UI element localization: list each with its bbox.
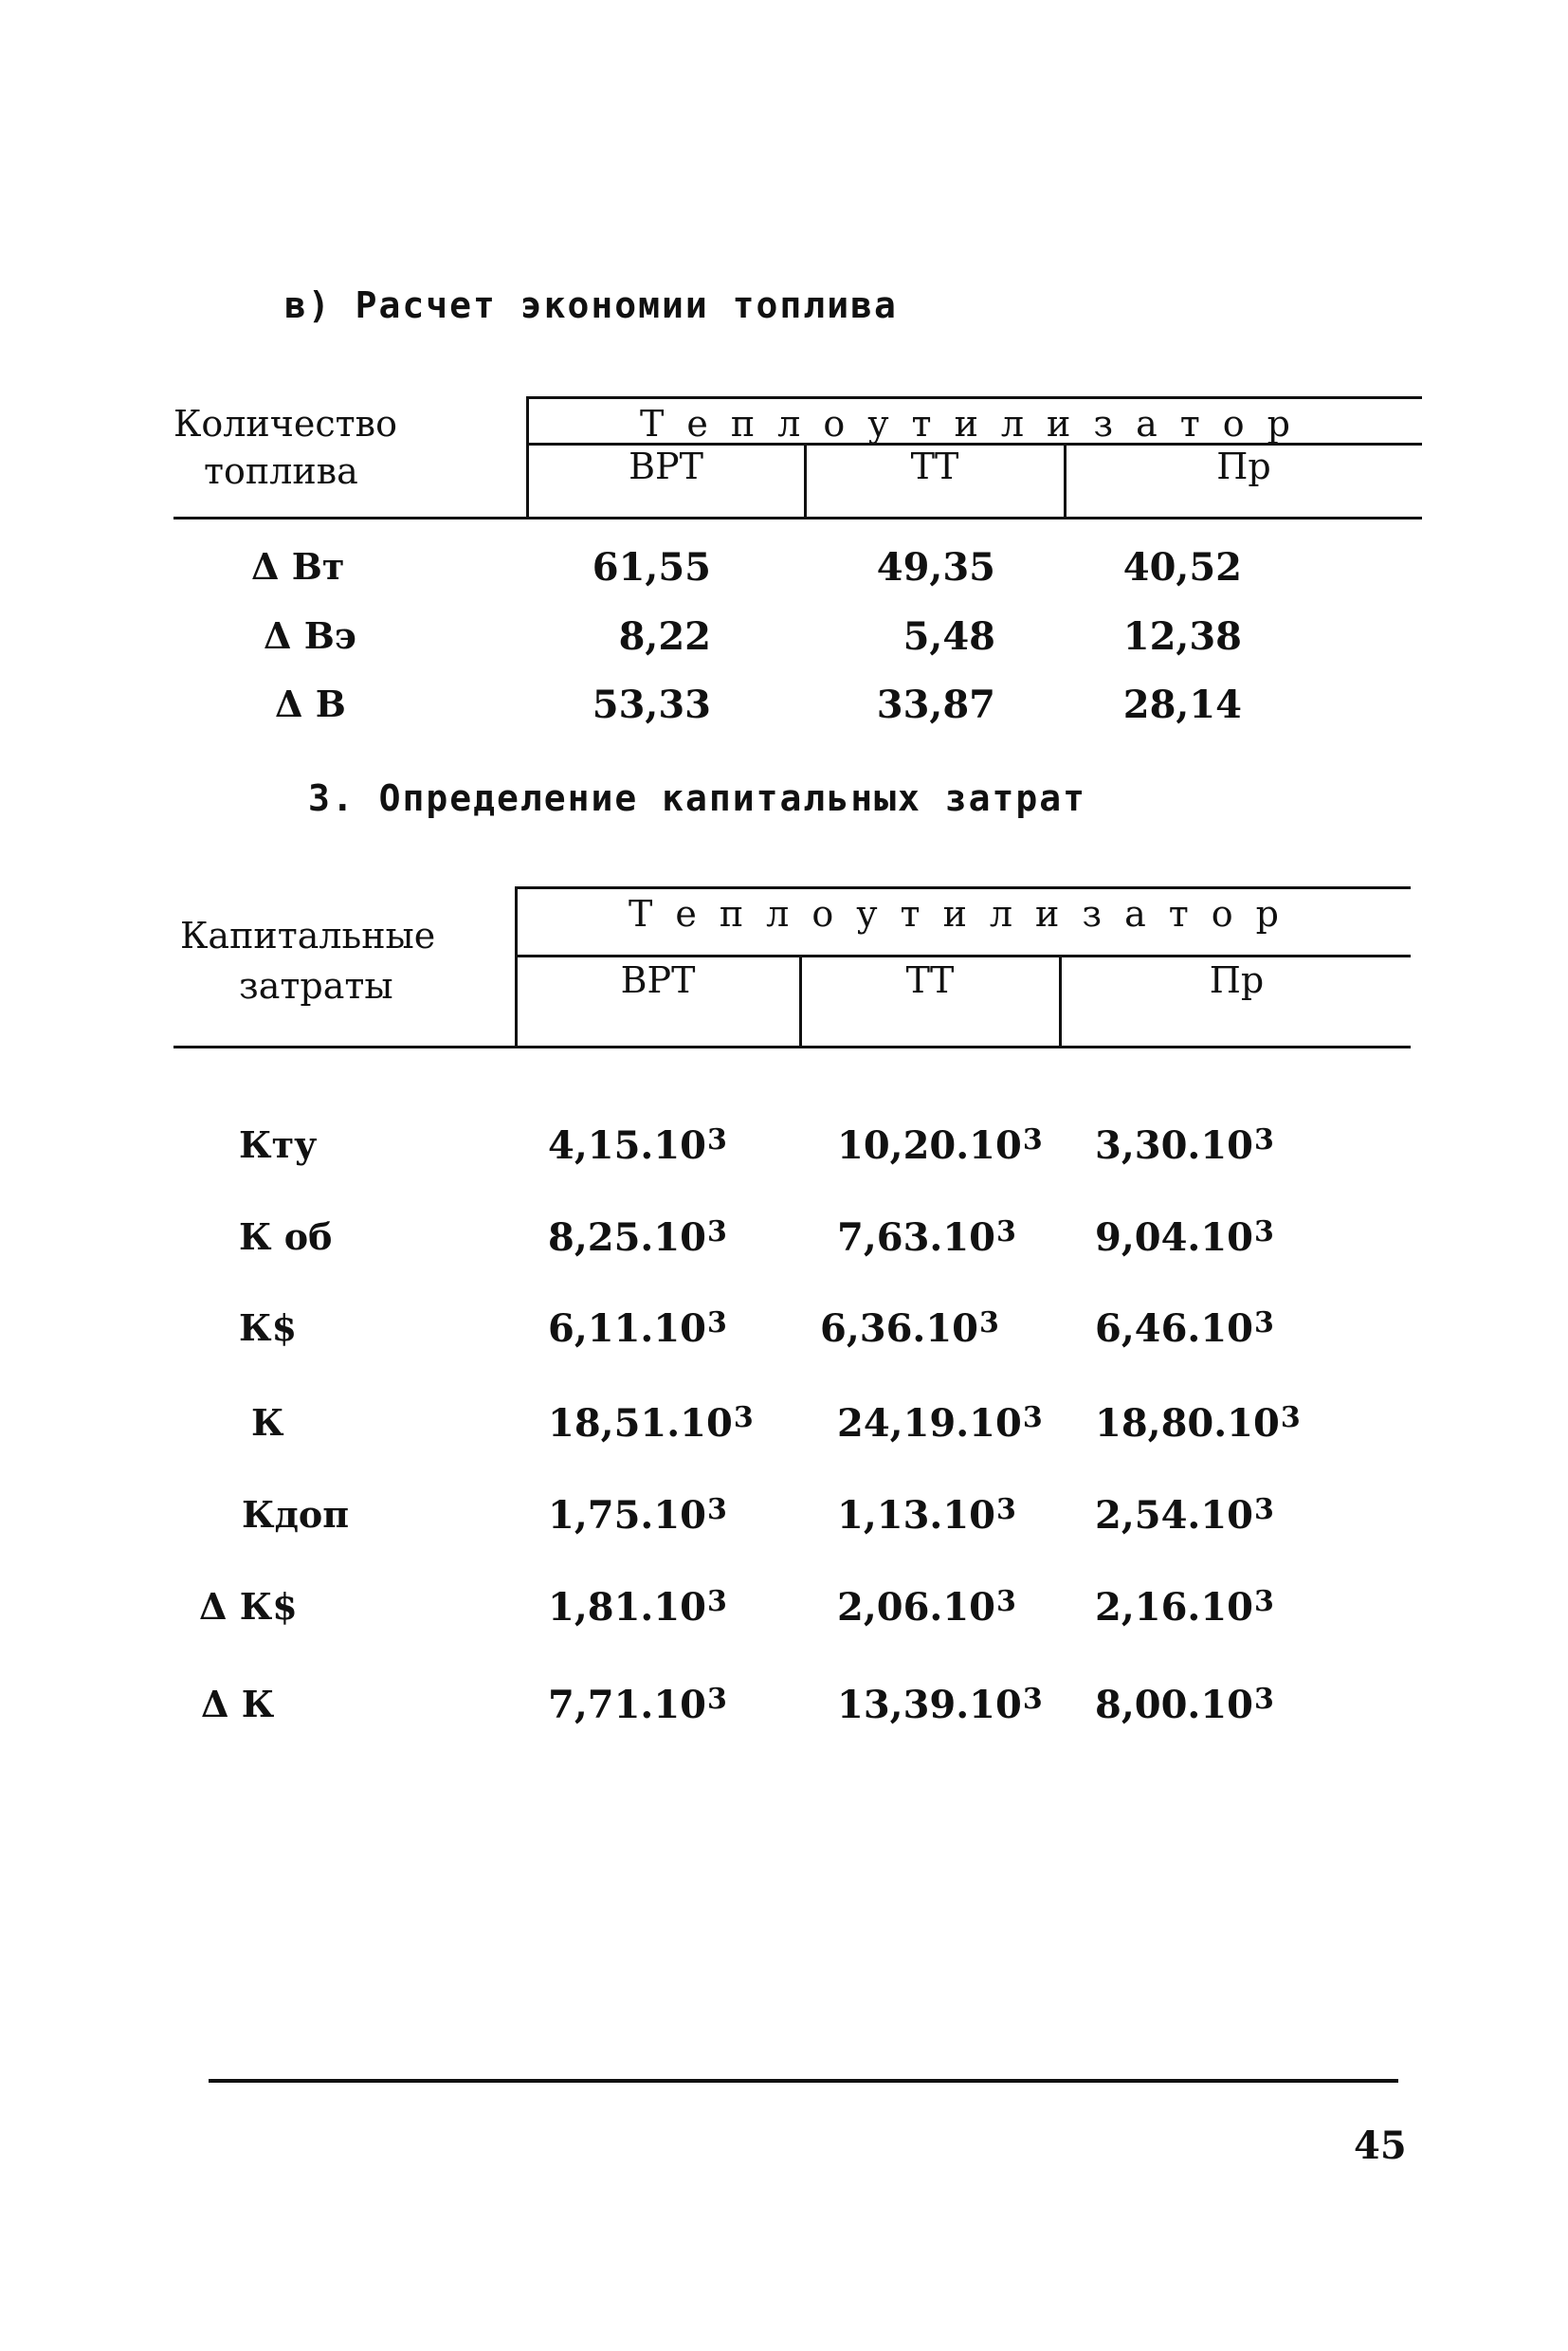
capex-cell	[1095, 1401, 1301, 1446]
capex-row-label: К$	[239, 1306, 298, 1349]
capex-row-label: К об	[239, 1215, 333, 1258]
fuel-cell: 40,52	[1122, 545, 1242, 590]
capex-row-label: Кту	[239, 1123, 318, 1166]
fuel-table-divider-2	[804, 443, 807, 519]
capex-cell-mantissa: 2,54.10	[1095, 1493, 1254, 1538]
fuel-table-top-rule	[526, 396, 1422, 399]
fuel-header-left-line2: топлива	[204, 450, 358, 492]
capex-cell-mantissa: 4,15.10	[548, 1123, 707, 1168]
capex-cell-exponent: 3	[707, 1306, 727, 1340]
capex-cell-mantissa: 7,71.10	[548, 1683, 707, 1727]
capex-col-pr: Пр	[1209, 959, 1265, 1001]
capex-cell-exponent: 3	[707, 1123, 727, 1157]
capex-table-divider-2	[799, 955, 802, 1048]
capex-cell	[548, 1306, 727, 1351]
capex-cell-exponent: 3	[996, 1493, 1016, 1526]
capex-cell	[548, 1585, 727, 1630]
capex-cell	[1095, 1585, 1274, 1630]
capex-cell	[548, 1215, 727, 1260]
capex-cell	[1095, 1215, 1274, 1260]
capex-cell-exponent: 3	[707, 1493, 727, 1526]
fuel-row-label: Δ Вт	[251, 545, 345, 588]
capex-cell-mantissa: 24,19.10	[837, 1401, 1022, 1446]
capex-cell-mantissa: 9,04.10	[1095, 1215, 1254, 1260]
capex-cell-exponent: 3	[1280, 1401, 1301, 1434]
capex-table-divider-3	[1059, 955, 1062, 1048]
capex-cell-mantissa: 1,81.10	[548, 1585, 707, 1630]
footer-rule	[209, 2079, 1398, 2083]
capex-cell-exponent: 3	[1254, 1123, 1274, 1157]
capex-cell-exponent: 3	[707, 1585, 727, 1618]
fuel-col-pr: Пр	[1216, 446, 1271, 487]
fuel-cell: 12,38	[1122, 614, 1242, 659]
capex-header-left-line2: затраты	[239, 965, 393, 1007]
capex-cell-mantissa: 13,39.10	[837, 1683, 1022, 1727]
fuel-col-tt: ТТ	[910, 446, 959, 487]
capex-cell-mantissa: 6,46.10	[1095, 1306, 1254, 1351]
page-number: 45	[1354, 2123, 1407, 2168]
capex-section-title: 3. Определение капитальных затрат	[308, 777, 1086, 819]
capex-cell-exponent: 3	[733, 1401, 754, 1434]
fuel-section-title: в) Расчет экономии топлива	[284, 284, 898, 326]
capex-cell-mantissa: 2,06.10	[837, 1585, 996, 1630]
capex-cell	[548, 1123, 727, 1168]
capex-cell	[837, 1215, 1016, 1260]
capex-cell-exponent: 3	[707, 1683, 727, 1716]
capex-cell	[837, 1683, 1043, 1727]
capex-cell-exponent: 3	[1022, 1683, 1043, 1716]
capex-cell-mantissa: 1,13.10	[837, 1493, 996, 1538]
capex-cell-exponent: 3	[1254, 1683, 1274, 1716]
capex-cell	[548, 1683, 727, 1727]
capex-cell	[820, 1306, 999, 1351]
fuel-table-divider-1	[526, 396, 529, 519]
capex-row-label: Δ К	[201, 1683, 275, 1725]
capex-cell	[837, 1585, 1016, 1630]
capex-cell	[837, 1401, 1043, 1446]
fuel-row-label: Δ В	[275, 683, 346, 725]
capex-cell-mantissa: 18,51.10	[548, 1401, 733, 1446]
capex-cell	[548, 1493, 727, 1538]
capex-table-top-rule	[515, 886, 1411, 889]
fuel-cell: 5,48	[903, 614, 995, 659]
capex-cell-exponent: 3	[996, 1585, 1016, 1618]
capex-header-left-line1: Капитальные	[180, 915, 436, 957]
capex-cell	[1095, 1123, 1274, 1168]
fuel-header-left-line1: Количество	[173, 403, 397, 445]
fuel-cell: 8,22	[618, 614, 711, 659]
capex-cell-mantissa: 8,25.10	[548, 1215, 707, 1260]
capex-cell	[1095, 1683, 1274, 1727]
capex-cell-exponent: 3	[1254, 1585, 1274, 1618]
fuel-cell: 61,55	[592, 545, 711, 590]
capex-table-group-rule	[515, 955, 1411, 957]
capex-row-label: К	[251, 1401, 284, 1444]
capex-cell	[1095, 1493, 1274, 1538]
fuel-cell: 33,87	[876, 683, 995, 727]
capex-cell-mantissa: 1,75.10	[548, 1493, 707, 1538]
capex-cell-exponent: 3	[1022, 1401, 1043, 1434]
capex-cell-exponent: 3	[1022, 1123, 1043, 1157]
capex-col-vrt: ВРТ	[620, 959, 696, 1001]
capex-cell-exponent: 3	[1254, 1306, 1274, 1340]
capex-table-divider-1	[515, 886, 518, 1048]
fuel-cell: 49,35	[876, 545, 995, 590]
fuel-cell: 28,14	[1122, 683, 1242, 727]
fuel-row-label: Δ Вэ	[264, 614, 356, 657]
capex-row-label: Δ К$	[199, 1585, 298, 1628]
capex-cell	[1095, 1306, 1274, 1351]
fuel-group-header: Теплоутилизатор	[640, 403, 1313, 445]
capex-cell	[837, 1123, 1043, 1168]
fuel-col-vrt: ВРТ	[629, 446, 703, 487]
capex-group-header: Теплоутилизатор	[629, 893, 1302, 935]
capex-cell-mantissa: 8,00.10	[1095, 1683, 1254, 1727]
capex-cell-exponent: 3	[996, 1215, 1016, 1248]
capex-cell-mantissa: 10,20.10	[837, 1123, 1022, 1168]
fuel-cell: 53,33	[592, 683, 711, 727]
capex-cell-exponent: 3	[979, 1306, 999, 1340]
fuel-table-divider-3	[1064, 443, 1067, 519]
fuel-table-header-bottom-rule	[173, 517, 1422, 519]
capex-table-header-bottom-rule	[173, 1046, 1411, 1048]
capex-col-tt: ТТ	[905, 959, 955, 1001]
capex-cell-mantissa: 18,80.10	[1095, 1401, 1280, 1446]
capex-cell-exponent: 3	[707, 1215, 727, 1248]
capex-cell-exponent: 3	[1254, 1215, 1274, 1248]
capex-row-label: Кдоп	[242, 1493, 350, 1536]
capex-cell-mantissa: 2,16.10	[1095, 1585, 1254, 1630]
capex-cell-mantissa: 6,11.10	[548, 1306, 707, 1351]
capex-cell-exponent: 3	[1254, 1493, 1274, 1526]
capex-cell-mantissa: 7,63.10	[837, 1215, 996, 1260]
capex-cell	[548, 1401, 754, 1446]
capex-cell	[837, 1493, 1016, 1538]
capex-cell-mantissa: 6,36.10	[820, 1306, 979, 1351]
capex-cell-mantissa: 3,30.10	[1095, 1123, 1254, 1168]
